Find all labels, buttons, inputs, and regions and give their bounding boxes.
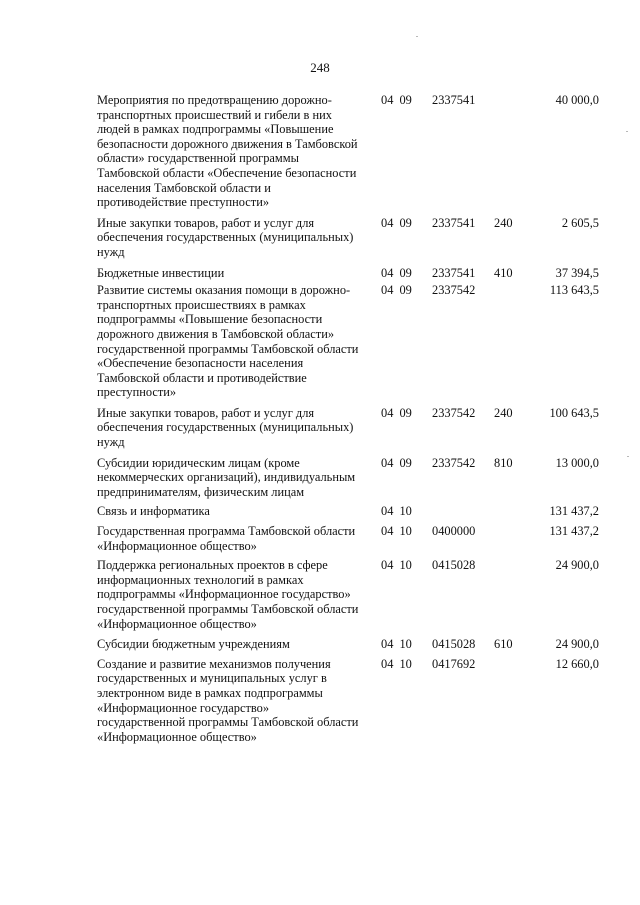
row-expense-type: 810 (494, 455, 513, 470)
row-section: 04 09 (381, 455, 412, 470)
row-sum: 131 437,2 (549, 524, 599, 539)
table-row (0, 558, 640, 631)
page-number: 248 (310, 60, 330, 75)
row-section: 04 09 (381, 215, 412, 230)
row-sum: 2 605,5 (561, 215, 599, 230)
row-expense-type: 610 (494, 637, 513, 652)
row-sum: 40 000,0 (555, 93, 599, 107)
table-row (0, 657, 640, 745)
row-section: 04 10 (381, 558, 412, 573)
table-row (0, 216, 640, 260)
table-row (0, 406, 640, 450)
row-sum: 131 437,2 (549, 504, 599, 519)
row-section: 04 10 (381, 504, 412, 519)
row-target-article: 0417692 (432, 656, 476, 671)
row-section: 04 09 (381, 265, 412, 280)
row-expense-type: 240 (494, 215, 513, 230)
table-row (0, 283, 640, 400)
row-section: 04 09 (381, 405, 412, 420)
row-section: 04 10 (381, 656, 412, 671)
row-expense-type: 240 (494, 405, 513, 420)
row-target-article: 0415028 (432, 558, 476, 573)
row-target-article: 2337541 (432, 93, 476, 107)
row-sum: 12 660,0 (555, 656, 599, 671)
row-section: 04 09 (381, 93, 412, 107)
table-row (0, 637, 640, 652)
row-name: Бюджетные инвестиции (97, 265, 225, 280)
row-section: 04 09 (381, 283, 412, 298)
row-name: Создание и развитие механизмов получения государственных и муниципальных услуг в электронном виде в рамках подпрограммы «Информационное государство» государственной программы Тамбовской области «Информационное общество» (97, 656, 359, 744)
scan-speck (627, 456, 629, 457)
row-name: Субсидии юридическим лицам (кроме некоммерческих организаций), индивидуальным предпринимателям, физическим лицам (97, 455, 356, 499)
row-target-article: 2337542 (432, 405, 476, 420)
row-name: Развитие системы оказания помощи в дорожно-транспортных происшествиях в рамках подпрограммы «Повышение безопасности дорожного движения в Тамбовской области» государственной программы Тамбовской области «Обеспечение безопасности населения Тамбовской области и противодействие преступности» (97, 283, 359, 400)
row-name: Субсидии бюджетным учреждениям (97, 637, 290, 652)
row-sum: 37 394,5 (555, 265, 599, 280)
row-name: Мероприятия по предотвращению дорожно-транспортных происшествий и гибели в них людей в рамках подпрограммы «Повышение безопасности дорожного движения в Тамбовской области» государственной программы Тамбовской области «Обеспечение безопасности населения Тамбовской области и противодействие преступности» (97, 93, 358, 210)
scan-speck (626, 131, 628, 132)
row-target-article: 2337541 (432, 215, 476, 230)
table-row (0, 266, 640, 281)
row-target-article: 0415028 (432, 637, 476, 652)
row-sum: 24 900,0 (555, 558, 599, 573)
table-row (0, 524, 640, 553)
budget-table (0, 93, 640, 744)
row-sum: 100 643,5 (549, 405, 599, 420)
row-name: Связь и информатика (97, 504, 210, 519)
row-name: Поддержка региональных проектов в сфере информационных технологий в рамках подпрограммы «Информационное государство» государственной программы Тамбовской области «Информационное общество» (97, 558, 359, 631)
row-name: Государственная программа Тамбовской области «Информационное общество» (97, 524, 356, 553)
row-sum: 113 643,5 (549, 283, 599, 298)
row-target-article: 2337542 (432, 283, 476, 298)
scan-speck (416, 36, 418, 37)
row-expense-type: 410 (494, 265, 513, 280)
row-sum: 24 900,0 (555, 637, 599, 652)
row-name: Иные закупки товаров, работ и услуг для обеспечения государственных (муниципальных) нужд (97, 215, 354, 259)
table-row (0, 456, 640, 500)
row-target-article: 2337541 (432, 265, 476, 280)
row-target-article: 0400000 (432, 524, 476, 539)
row-section: 04 10 (381, 637, 412, 652)
table-row (0, 93, 640, 210)
row-section: 04 10 (381, 524, 412, 539)
row-name: Иные закупки товаров, работ и услуг для обеспечения государственных (муниципальных) нужд (97, 405, 354, 450)
table-row (0, 504, 640, 519)
row-target-article: 2337542 (432, 455, 476, 470)
row-sum: 13 000,0 (555, 455, 599, 470)
